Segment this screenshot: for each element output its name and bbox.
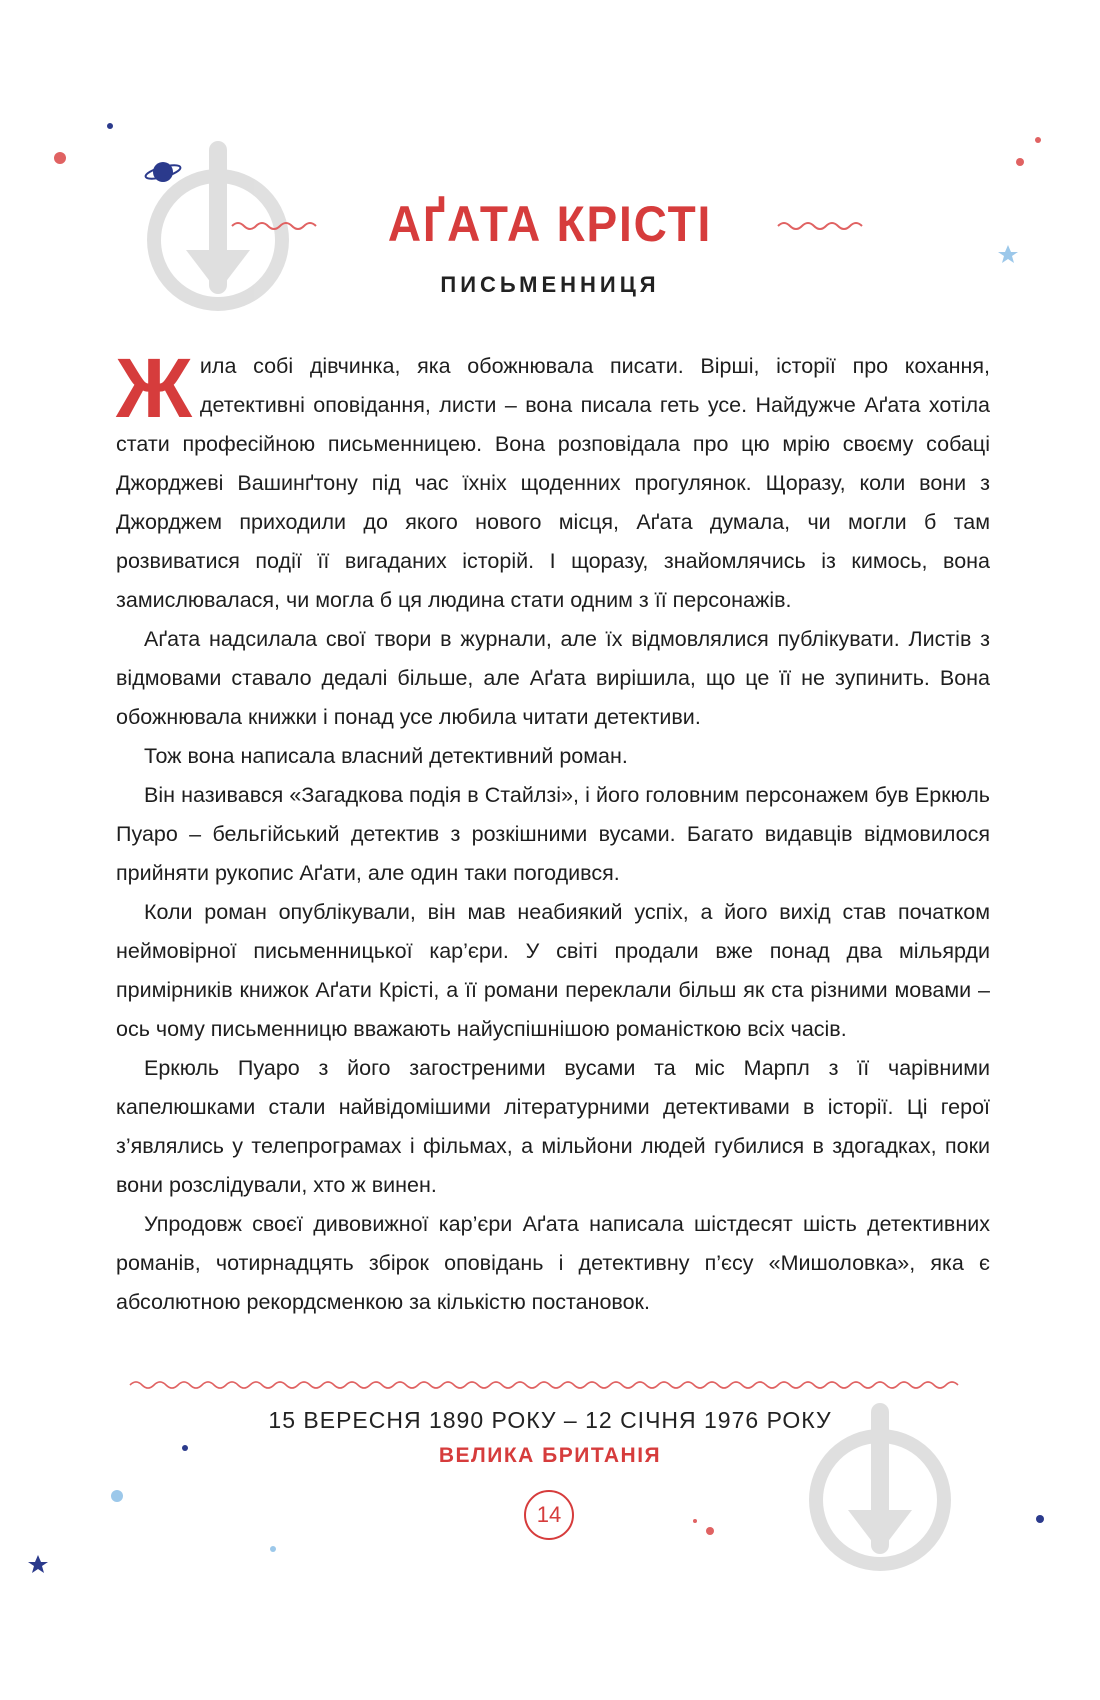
dot <box>111 1490 123 1502</box>
page-title: АҐАТА КРІСТІ <box>387 196 713 252</box>
page-number: 14 <box>524 1490 574 1540</box>
paragraph-6: Еркюль Пуаро з його загостреними вусами та міс Марпл з її чарівними капелюшками стали найвідомішими літературними детективами в історії. Ці герої з’являлись у телепрограмах і фільмах, а мільйони людей губилися в здогадках, поки вони розслідували, хто ж винен. <box>116 1056 990 1197</box>
country: ВЕЛИКА БРИТАНІЯ <box>438 1444 662 1467</box>
dot <box>706 1527 714 1535</box>
dot <box>1035 137 1041 143</box>
wavy-divider <box>130 1382 958 1388</box>
dot <box>1036 1515 1044 1523</box>
biography-text <box>116 341 990 1322</box>
watermark-download-icon-2 <box>816 1412 944 1564</box>
paragraph-5: Коли роман опублікували, він мав неабиякий успіх, а його вихід став початком неймовірної письменницької кар’єри. У світі продали вже понад два мільярди примірників книжок Аґати Крісті, а її романи переклали більш як ста різними мовами – ось чому письменницю вважають найуспішнішою романісткою всіх часів. <box>116 900 990 1041</box>
paragraph-2: Аґата надсилала свої твори в журнали, але їх відмовлялися публікувати. Листів з відмовами ставало дедалі більше, але Аґата вирішила, що це її не зупинить. Вона обожнювала книжки і понад усе любила читати детективи. <box>116 627 990 729</box>
page-subtitle: ПИСЬМЕННИЦЯ <box>440 272 660 297</box>
dot <box>1016 158 1024 166</box>
life-dates: 15 ВЕРЕСНЯ 1890 РОКУ – 12 СІЧНЯ 1976 РОКУ <box>268 1407 832 1433</box>
dot <box>107 123 113 129</box>
paragraph-4: Він називався «Загадкова подія в Стайлзі», і його головним персонажем був Еркюль Пуаро – бельгійський детектив з розкішними вусами. Багато видавців відмовилося прийняти рукопис Аґати, але один таки погодився. <box>116 783 990 885</box>
paragraph-3: Тож вона написала власний детективний роман. <box>144 744 628 768</box>
dot <box>54 152 66 164</box>
paragraph-1 <box>116 341 990 620</box>
planet-icon <box>144 162 181 182</box>
dot <box>270 1546 276 1552</box>
paragraph-7: Упродовж своєї дивовижної кар’єри Аґата написала шістдесят шість детективних романів, чотирнадцять збірок оповідань і детективну п’єсу «Мишоловка», яка є абсолютною рекордсменкою за кількістю постановок. <box>116 1212 990 1314</box>
drop-cap: Ж <box>116 341 192 435</box>
dot <box>693 1519 697 1523</box>
star-icon <box>28 1555 48 1573</box>
paragraph-1-text: ила собі дівчинка, яка обожнювала писати. Вірші, історії про кохання, детективні оповідання, листи – вона писала геть усе. Найдужче Аґата хотіла стати професійною письменницею. Вона розповідала про цю мрію своєму собаці Джорджеві Вашинґтону під час їхніх щоденних прогулянок. Щоразу, коли вони з Джорджем приходили до якого нового місця, Аґата думала, чи могли б там розвиватися події її вигаданих історій. І щоразу, знайомлячись із кимось, вона замислювалася, чи могла б ця людина стати одним з її персонажів. <box>116 354 990 612</box>
